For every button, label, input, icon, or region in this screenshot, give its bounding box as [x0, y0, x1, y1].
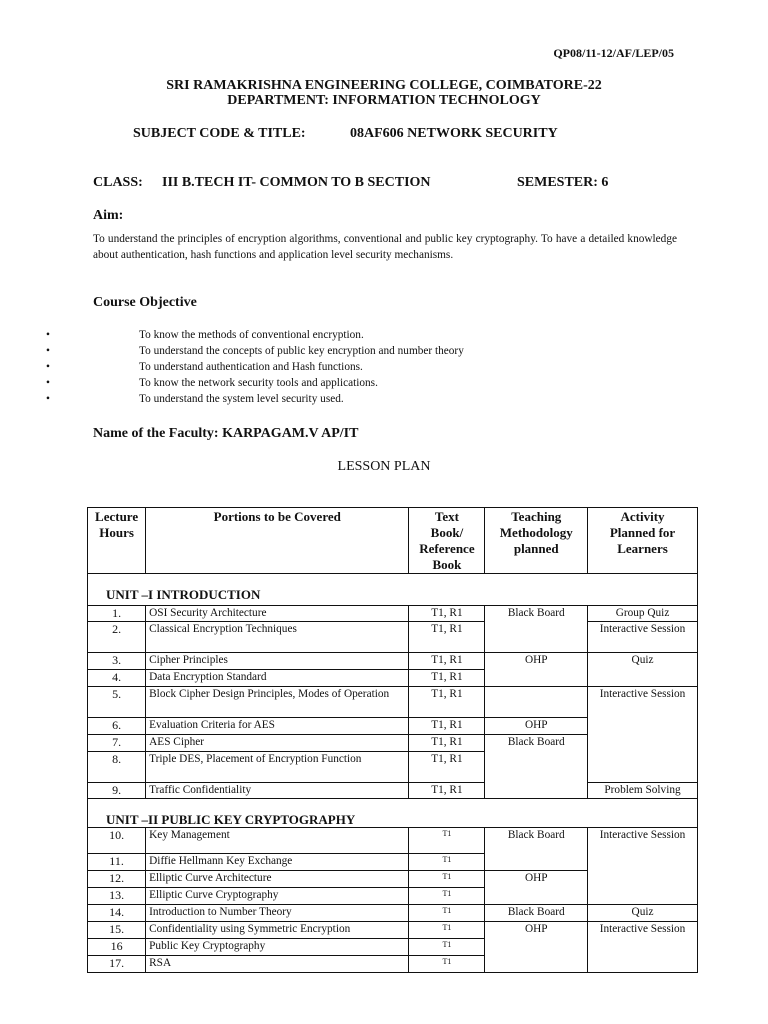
- activity: Quiz: [588, 905, 698, 922]
- text-book: T1: [409, 854, 485, 871]
- objective-text: To understand authentication and Hash functions.: [139, 361, 363, 373]
- objective-list: [0, 327, 768, 407]
- table-row: [88, 828, 698, 854]
- table-header-row: [88, 508, 698, 574]
- teaching-method: Black Board: [485, 735, 588, 799]
- lecture-number: 3.: [88, 653, 146, 670]
- table-row: [88, 653, 698, 670]
- text-book: T1: [409, 956, 485, 973]
- topic: Elliptic Curve Cryptography: [146, 888, 409, 905]
- lecture-number: 4.: [88, 670, 146, 687]
- table-row: [88, 622, 698, 653]
- header-teaching-methodology: Teaching Methodology planned: [485, 508, 588, 574]
- bullet-icon: •: [46, 361, 50, 373]
- topic: Traffic Confidentiality: [146, 783, 409, 799]
- teaching-method: OHP: [485, 922, 588, 973]
- text-book: T1: [409, 922, 485, 939]
- objective-item: [0, 359, 768, 375]
- lecture-number: 14.: [88, 905, 146, 922]
- faculty-name: Name of the Faculty: KARPAGAM.V AP/IT: [93, 426, 359, 441]
- teaching-method-empty: [485, 687, 588, 718]
- lecture-number: 12.: [88, 871, 146, 888]
- topic: Elliptic Curve Architecture: [146, 871, 409, 888]
- objective-item: [0, 375, 768, 391]
- activity: Quiz: [588, 653, 698, 687]
- teaching-method: OHP: [485, 718, 588, 735]
- text-book: T1, R1: [409, 752, 485, 783]
- unit-title: UNIT –I INTRODUCTION: [88, 574, 698, 606]
- text-book: T1, R1: [409, 622, 485, 653]
- topic: Triple DES, Placement of Encryption Function: [146, 752, 409, 783]
- activity: Interactive Session: [588, 922, 698, 973]
- header-activity: Activity Planned for Learners: [588, 508, 698, 574]
- lecture-number: 6.: [88, 718, 146, 735]
- topic: Evaluation Criteria for AES: [146, 718, 409, 735]
- department-name: DEPARTMENT: INFORMATION TECHNOLOGY: [227, 93, 541, 108]
- topic: OSI Security Architecture: [146, 606, 409, 622]
- lecture-number: 1.: [88, 606, 146, 622]
- objective-item: [0, 327, 768, 343]
- subject-value: 08AF606 NETWORK SECURITY: [350, 126, 558, 141]
- lecture-number: 8.: [88, 752, 146, 783]
- text-book: T1, R1: [409, 735, 485, 752]
- teaching-method: Black Board: [485, 606, 588, 653]
- objective-item: [0, 391, 768, 407]
- activity: Problem Solving: [588, 783, 698, 799]
- table-row: [88, 783, 698, 799]
- text-book: T1, R1: [409, 687, 485, 718]
- text-book: T1, R1: [409, 718, 485, 735]
- objective-text: To know the network security tools and applications.: [139, 377, 378, 389]
- unit-row: [88, 574, 698, 606]
- unit-row: [88, 799, 698, 828]
- lecture-number: 13.: [88, 888, 146, 905]
- aim-text: To understand the principles of encryption algorithms, conventional and public key cryptography. To have a detailed knowledge about authentication, hash functions and application level security mechanisms.: [93, 233, 677, 261]
- lecture-number: 2.: [88, 622, 146, 653]
- topic: Data Encryption Standard: [146, 670, 409, 687]
- objective-text: To understand the system level security used.: [139, 393, 344, 405]
- teaching-method: Black Board: [485, 905, 588, 922]
- table-row: [88, 687, 698, 718]
- topic: Public Key Cryptography: [146, 939, 409, 956]
- text-book: T1: [409, 871, 485, 888]
- activity: Interactive Session: [588, 828, 698, 905]
- lecture-number: 7.: [88, 735, 146, 752]
- subject-label: SUBJECT CODE & TITLE:: [133, 126, 306, 141]
- teaching-method: OHP: [485, 653, 588, 687]
- topic: RSA: [146, 956, 409, 973]
- topic: Cipher Principles: [146, 653, 409, 670]
- objective-item: [0, 343, 768, 359]
- lecture-number: 9.: [88, 783, 146, 799]
- activity: Interactive Session: [588, 687, 698, 783]
- header-lecture-hours: Lecture Hours: [88, 508, 146, 574]
- text-book: T1, R1: [409, 670, 485, 687]
- class-label: CLASS:: [93, 175, 143, 190]
- aim-heading: Aim:: [93, 208, 124, 223]
- unit-title: UNIT –II PUBLIC KEY CRYPTOGRAPHY: [88, 799, 698, 828]
- topic: Block Cipher Design Principles, Modes of Operation: [146, 687, 409, 718]
- text-book: T1, R1: [409, 783, 485, 799]
- topic: Diffie Hellmann Key Exchange: [146, 854, 409, 871]
- table-row: [88, 922, 698, 939]
- topic: AES Cipher: [146, 735, 409, 752]
- header-portions: Portions to be Covered: [146, 508, 409, 574]
- activity: Interactive Session: [588, 622, 698, 653]
- document-reference: QP08/11-12/AF/LEP/05: [553, 46, 674, 60]
- lesson-plan-table: [87, 507, 698, 973]
- college-name: SRI RAMAKRISHNA ENGINEERING COLLEGE, COIMBATORE-22: [166, 78, 602, 93]
- activity: Group Quiz: [588, 606, 698, 622]
- lecture-number: 11.: [88, 854, 146, 871]
- text-book: T1: [409, 939, 485, 956]
- table-row: [88, 606, 698, 622]
- bullet-icon: •: [46, 393, 50, 405]
- lesson-plan-title: LESSON PLAN: [337, 459, 431, 474]
- objective-text: To understand the concepts of public key encryption and number theory: [139, 345, 464, 357]
- lecture-number: 10.: [88, 828, 146, 854]
- text-book: T1: [409, 905, 485, 922]
- text-book: T1, R1: [409, 606, 485, 622]
- objective-text: To know the methods of conventional encryption.: [139, 329, 364, 341]
- lecture-number: 15.: [88, 922, 146, 939]
- text-book: T1, R1: [409, 653, 485, 670]
- topic: Key Management: [146, 828, 409, 854]
- course-objective-heading: Course Objective: [93, 295, 197, 310]
- topic: Confidentiality using Symmetric Encryption: [146, 922, 409, 939]
- header-text-book: Text Book/ Reference Book: [409, 508, 485, 574]
- text-book: T1: [409, 888, 485, 905]
- topic: Introduction to Number Theory: [146, 905, 409, 922]
- lecture-number: 16: [88, 939, 146, 956]
- topic: Classical Encryption Techniques: [146, 622, 409, 653]
- class-value: III B.TECH IT- COMMON TO B SECTION: [162, 175, 431, 190]
- bullet-icon: •: [46, 377, 50, 389]
- bullet-icon: •: [46, 329, 50, 341]
- table-row: [88, 905, 698, 922]
- semester: SEMESTER: 6: [517, 175, 609, 190]
- teaching-method: OHP: [485, 871, 588, 905]
- text-book: T1: [409, 828, 485, 854]
- lecture-number: 5.: [88, 687, 146, 718]
- lecture-number: 17.: [88, 956, 146, 973]
- teaching-method: Black Board: [485, 828, 588, 871]
- bullet-icon: •: [46, 345, 50, 357]
